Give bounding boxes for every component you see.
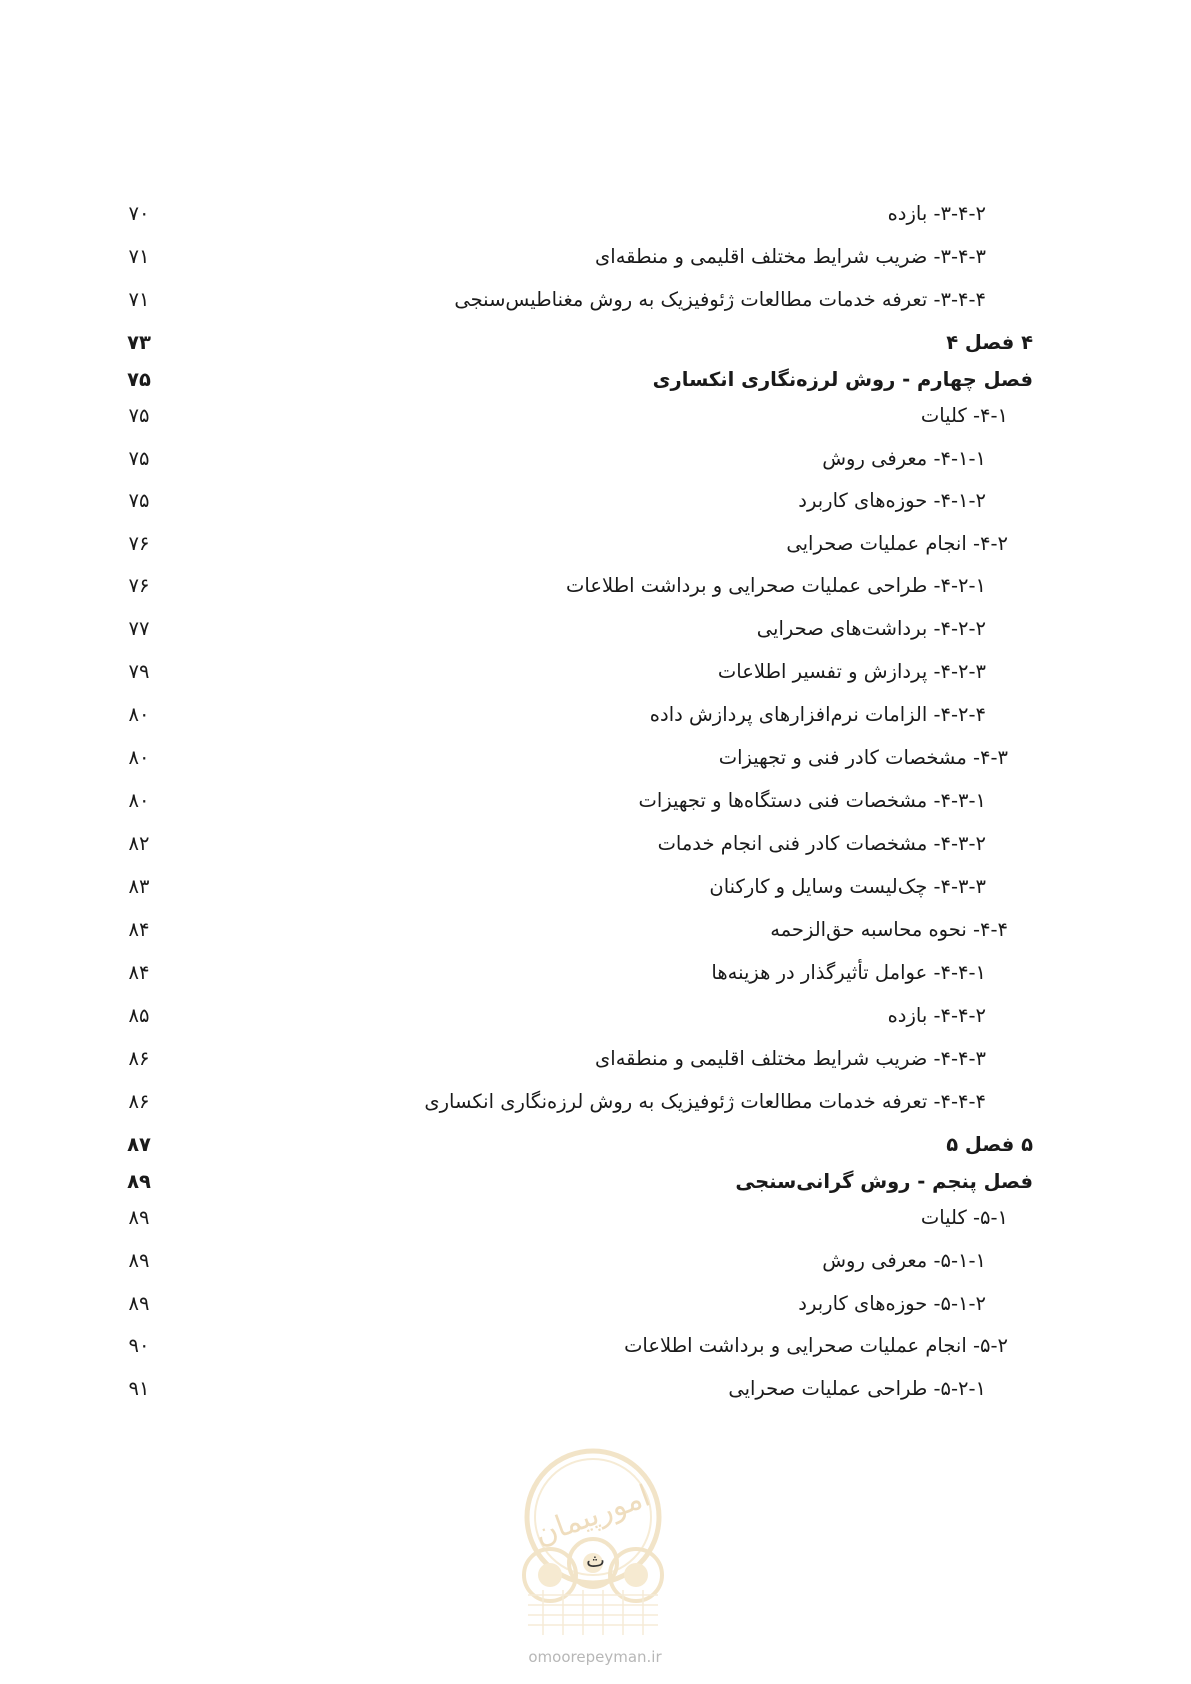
- toc-entry[interactable]: [0, 481, 1191, 521]
- toc-entry-title: ۴-۴-۱- عوامل تأثیرگذار در هزینه‌ها: [711, 961, 986, 984]
- toc-entry-title: ۵-۱-۱- معرفی روش: [822, 1249, 986, 1272]
- toc-entry-title: ۳-۴-۴- تعرفه خدمات مطالعات ژئوفیزیک به روش مغناطیس‌سنجی: [454, 288, 986, 311]
- toc-entry-title: ۴-۱-۱- معرفی روش: [822, 447, 986, 470]
- toc-entry[interactable]: [0, 867, 1191, 907]
- toc-entry[interactable]: [0, 194, 1191, 234]
- toc-entry-page-number: ۸۹: [128, 1292, 150, 1315]
- toc-entry-title: ۵ فصل ۵: [946, 1133, 1033, 1156]
- toc-entry-title: ۴-۳- مشخصات کادر فنی و تجهیزات: [718, 746, 1008, 769]
- toc-entry-page-number: ۸۴: [128, 961, 150, 984]
- toc-entry-title: ۵-۱- کلیات: [920, 1206, 1008, 1229]
- toc-entry[interactable]: [0, 910, 1191, 950]
- toc-entry[interactable]: [0, 996, 1191, 1036]
- toc-entry-page-number: ۸۹: [127, 1170, 151, 1193]
- toc-entry[interactable]: [0, 1082, 1191, 1122]
- toc-entry-title: ۴-۲-۱- طراحی عملیات صحرایی و برداشت اطلاعات: [566, 574, 986, 597]
- toc-entry-page-number: ۸۰: [128, 703, 150, 726]
- toc-entry-title: ۴-۴- نحوه محاسبه حق‌الزحمه: [770, 918, 1008, 941]
- toc-entry-page-number: ۸۷: [127, 1133, 151, 1156]
- toc-entry-page-number: ۷۵: [128, 404, 150, 427]
- toc-entry-page-number: ۹۱: [128, 1377, 150, 1400]
- page-letter: ث: [586, 1548, 605, 1572]
- toc-entry-title: فصل پنجم - روش گرانی‌سنجی: [735, 1170, 1033, 1193]
- toc-entry[interactable]: [0, 524, 1191, 564]
- toc-entry[interactable]: [0, 1039, 1191, 1079]
- toc-entry-title: ۴-۳-۳- چک‌لیست وسایل و کارکنان: [709, 875, 986, 898]
- toc-entry[interactable]: [0, 1326, 1191, 1366]
- toc-entry-page-number: ۷۳: [127, 331, 151, 354]
- toc-entry-title: ۴ فصل ۴: [946, 331, 1033, 354]
- toc-entry-page-number: ۸۶: [128, 1047, 150, 1070]
- toc-entry-page-number: ۸۴: [128, 918, 150, 941]
- toc-entry-title: ۴-۲-۴- الزامات نرم‌افزارهای پردازش داده: [649, 703, 986, 726]
- toc-entry[interactable]: [0, 953, 1191, 993]
- toc-entry[interactable]: [0, 738, 1191, 778]
- toc-entry-page-number: ۷۹: [128, 660, 150, 683]
- toc-entry-page-number: ۸۵: [128, 1004, 150, 1027]
- toc-entry[interactable]: [0, 237, 1191, 277]
- watermark-logo: [498, 1445, 688, 1640]
- toc-entry-title: ۴-۱-۲- حوزه‌های کاربرد: [798, 489, 986, 512]
- toc-entry-page-number: ۷۶: [128, 574, 150, 597]
- toc-entry-title: ۴-۲-۳- پردازش و تفسیر اطلاعات: [717, 660, 986, 683]
- toc-entry-title: ۴-۳-۲- مشخصات کادر فنی انجام خدمات: [657, 832, 986, 855]
- toc-entry-title: ۳-۴-۳- ضریب شرایط مختلف اقلیمی و منطقه‌ای: [595, 245, 986, 268]
- toc-entry-page-number: ۸۳: [128, 875, 150, 898]
- toc-entry-page-number: ۸۹: [128, 1249, 150, 1272]
- toc-entry-page-number: ۸۰: [128, 746, 150, 769]
- toc-entry[interactable]: [0, 1241, 1191, 1281]
- toc-entry-page-number: ۸۲: [128, 832, 150, 855]
- toc-entry-title: ۳-۴-۲- بازده: [887, 202, 986, 225]
- toc-entry-title: ۴-۱- کلیات: [920, 404, 1008, 427]
- toc-entry[interactable]: [0, 360, 1191, 400]
- toc-entry[interactable]: [0, 396, 1191, 436]
- watermark-site: omoorepeyman.ir: [528, 1648, 662, 1666]
- toc-entry-page-number: ۸۹: [128, 1206, 150, 1229]
- toc-entry-page-number: ۷۷: [128, 617, 150, 640]
- toc-entry-title: ۵-۱-۲- حوزه‌های کاربرد: [798, 1292, 986, 1315]
- toc-entry-title: فصل چهارم - روش لرزه‌نگاری انکساری: [652, 368, 1033, 391]
- toc-entry-page-number: ۷۵: [128, 489, 150, 512]
- toc-entry-title: ۴-۴-۴- تعرفه خدمات مطالعات ژئوفیزیک به روش لرزه‌نگاری انکساری: [424, 1090, 986, 1113]
- toc-entry[interactable]: [0, 1198, 1191, 1238]
- toc-entry[interactable]: [0, 1369, 1191, 1409]
- toc-entry[interactable]: [0, 652, 1191, 692]
- toc-entry[interactable]: [0, 439, 1191, 479]
- toc-entry-title: ۵-۲- انجام عملیات صحرایی و برداشت اطلاعات: [624, 1334, 1008, 1357]
- toc-entry-page-number: ۸۶: [128, 1090, 150, 1113]
- toc-entry[interactable]: [0, 566, 1191, 606]
- toc-entry[interactable]: [0, 695, 1191, 735]
- toc-entry-page-number: ۷۶: [128, 532, 150, 555]
- toc-entry-title: ۴-۲-۲- برداشت‌های صحرایی: [756, 617, 986, 640]
- toc-entry-title: ۴-۲- انجام عملیات صحرایی: [786, 532, 1008, 555]
- toc-entry-page-number: ۷۱: [128, 245, 150, 268]
- toc-entry[interactable]: [0, 323, 1191, 363]
- toc-entry[interactable]: [0, 280, 1191, 320]
- watermark-logo-text: امورپیمان: [529, 1478, 656, 1553]
- toc-entry-page-number: ۷۰: [128, 202, 150, 225]
- toc-entry-title: ۵-۲-۱- طراحی عملیات صحرایی: [728, 1377, 986, 1400]
- toc-entry-page-number: ۷۵: [128, 447, 150, 470]
- toc-entry-page-number: ۷۱: [128, 288, 150, 311]
- toc-entry-title: ۴-۴-۳- ضریب شرایط مختلف اقلیمی و منطقه‌ای: [595, 1047, 986, 1070]
- toc-entry[interactable]: [0, 781, 1191, 821]
- toc-entry[interactable]: [0, 1162, 1191, 1202]
- toc-entry[interactable]: [0, 1125, 1191, 1165]
- toc-entry-title: ۴-۳-۱- مشخصات فنی دستگاه‌ها و تجهیزات: [638, 789, 986, 812]
- toc-entry-page-number: ۹۰: [128, 1334, 150, 1357]
- toc-entry[interactable]: [0, 824, 1191, 864]
- toc-entry-page-number: ۷۵: [127, 368, 151, 391]
- toc-entry-title: ۴-۴-۲- بازده: [887, 1004, 986, 1027]
- toc-entry[interactable]: [0, 1284, 1191, 1324]
- toc-entry-page-number: ۸۰: [128, 789, 150, 812]
- toc-entry[interactable]: [0, 609, 1191, 649]
